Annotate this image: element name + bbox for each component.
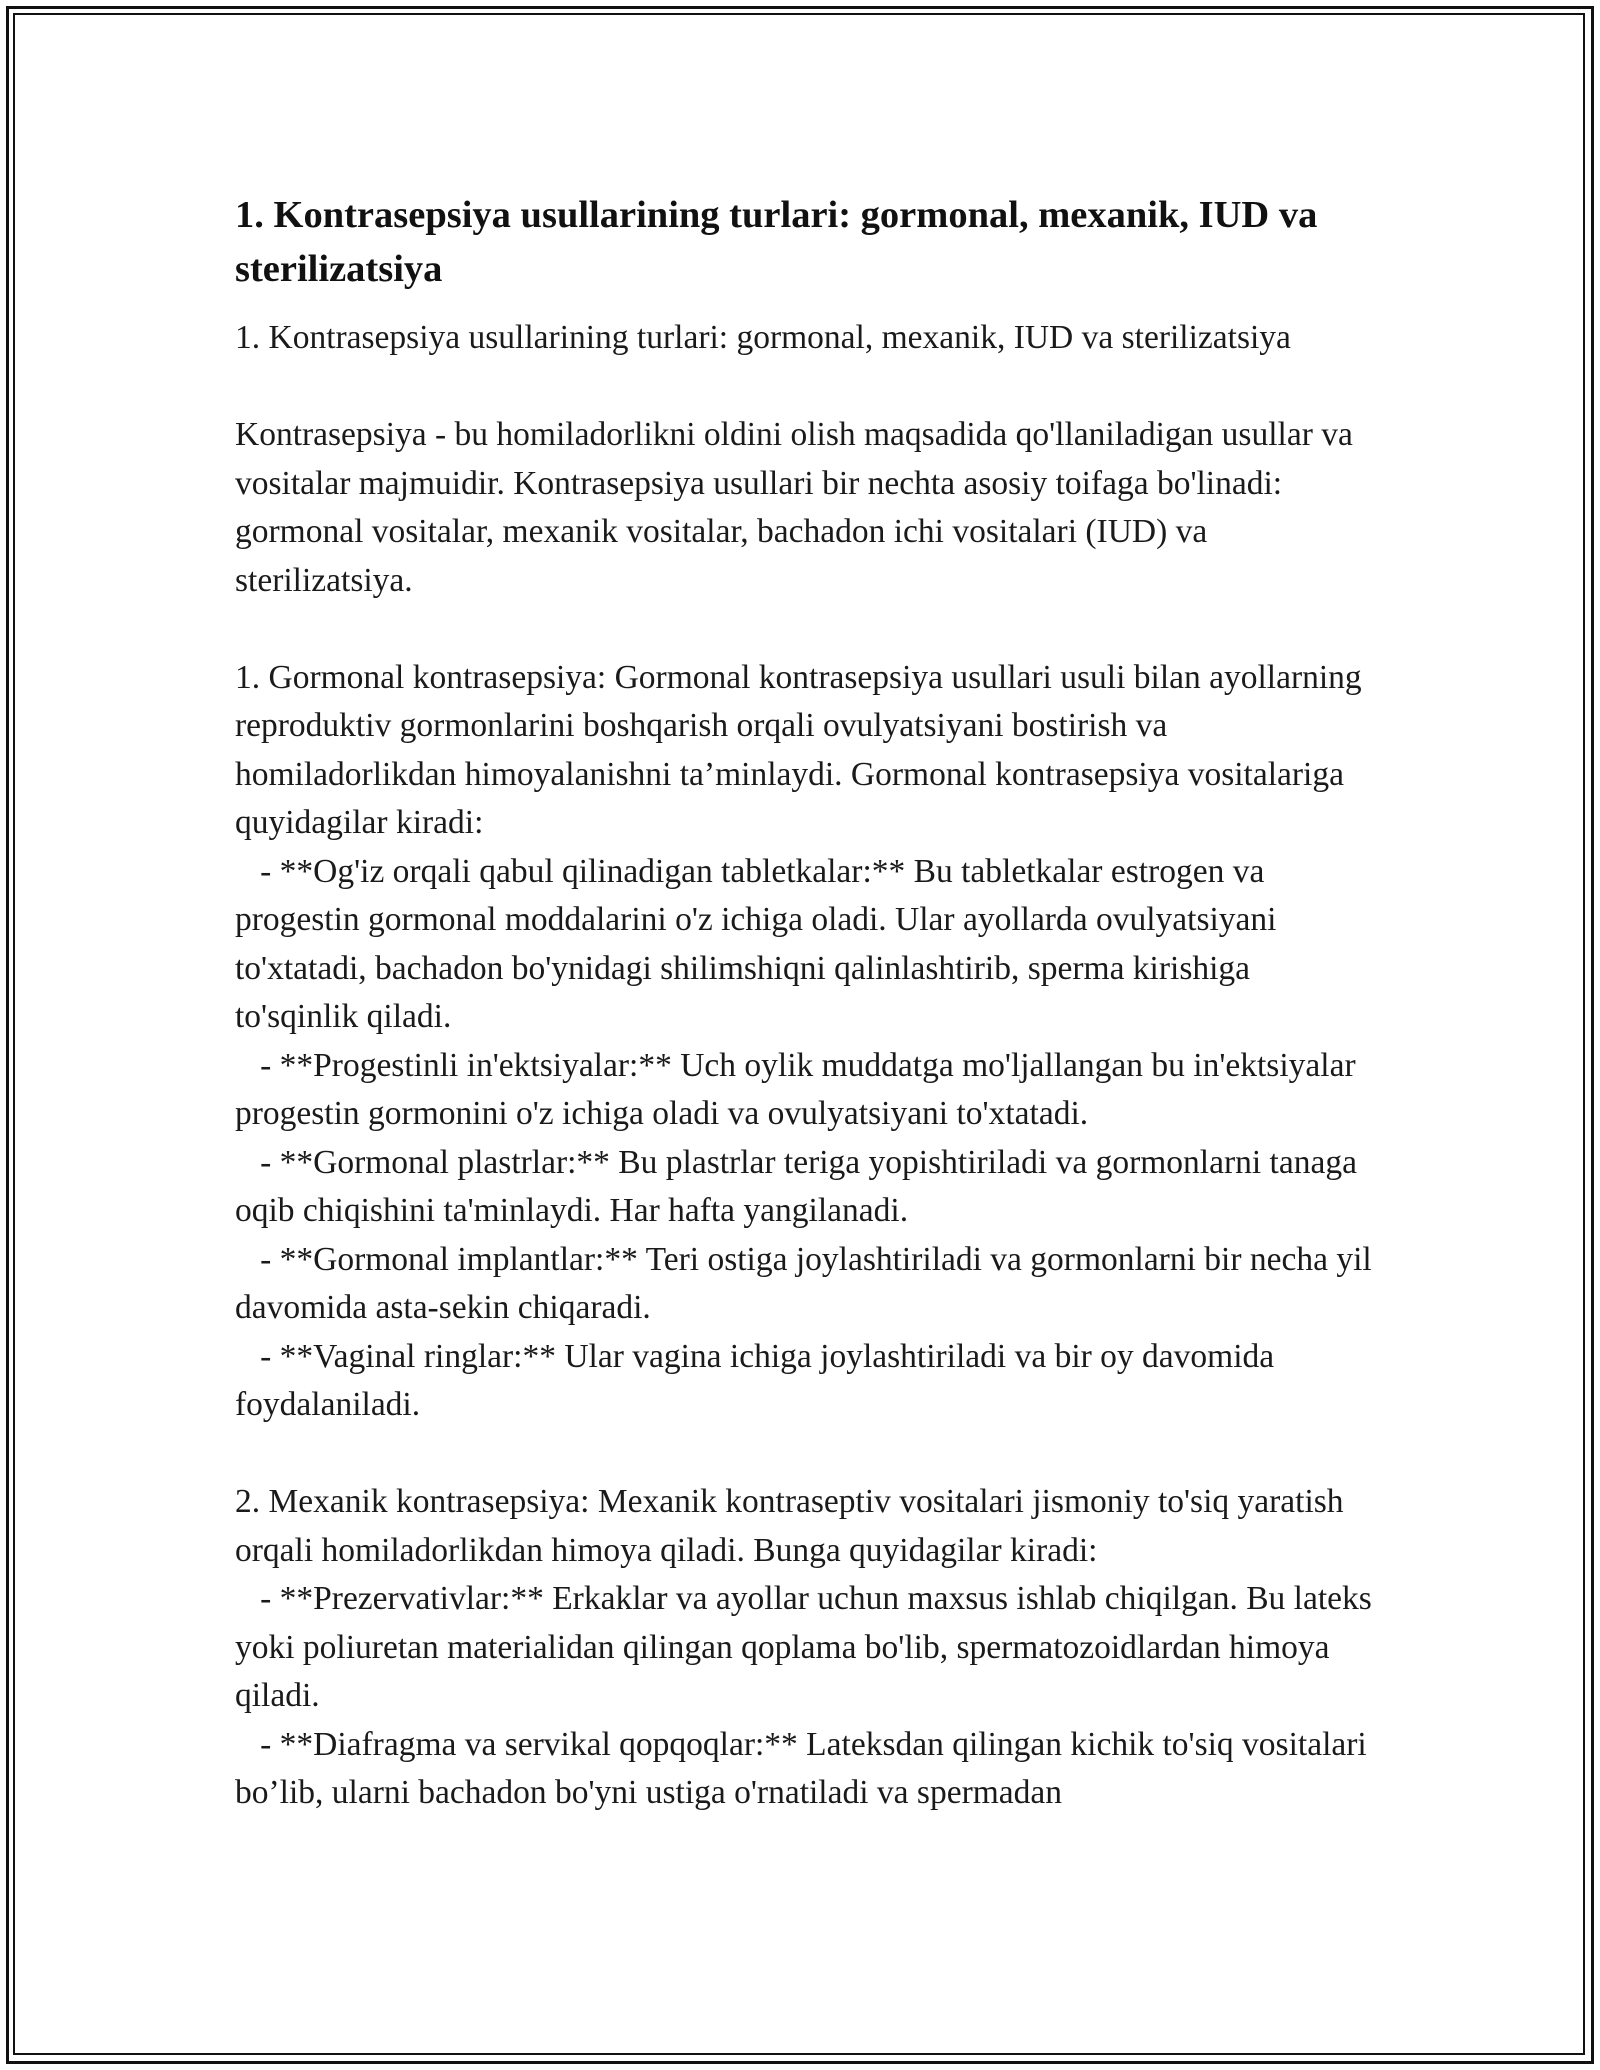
document-body: 1. Kontrasepsiya usullarining turlari: gormonal, mexanik, IUD va sterilizatsiya Kontrasepsiya - bu homiladorlikni oldini olish maqsadida qo'llaniladigan usullar va vositalar majmuidir. Kontrasepsiya usullari bir nechta asosiy toifaga bo'linadi: gormonal vositalar, mexanik vositalar, bachadon ichi vositalari (IUD) va sterilizatsiya. 1. Gormonal kontrasepsiya: Gormonal kontrasepsiya usullari usuli bilan ayollarning reproduktiv gormonlarini boshqarish orqali ovulyatsiyani bostirish va homiladorlikdan himoyalanishni ta’minlaydi. Gormonal kontrasepsiya vositalariga quyidagilar kiradi: - **Og'iz orqali qabul qilinadigan tabletkalar:** Bu tabletkalar estrogen va progestin gormonal moddalarini o'z ichiga oladi. Ular ayollarda ovulyatsiyani to'xtatadi, bachadon bo'ynidagi shilimshiqni qalinlashtirib, sperma kirishiga to'sqinlik qiladi. - **Progestinli in'ektsiyalar:** Uch oylik muddatga mo'ljallangan bu in'ektsiyalar progestin gormonini o'z ichiga oladi va ovulyatsiyani to'xtatadi. - **Gormonal plastrlar:** Bu plastrlar teriga yopishtiriladi va gormonlarni tanaga oqib chiqishini ta'minlaydi. Har hafta yangilanadi. - **Gormonal implantlar:** Teri ostiga joylashtiriladi va gormonlarni bir necha yil davomida asta-sekin chiqaradi. - **Vaginal ringlar:** Ular vagina ichiga joylashtiriladi va bir oy davomida foydalaniladi. 2. Mexanik kontrasepsiya: Mexanik kontraseptiv vositalari jismoniy to'siq yaratish orqali homiladorlikdan himoya qiladi. Bunga quyidagilar kiradi: - **Prezervativlar:** Erkaklar va ayollar uchun maxsus ishlab chiqilgan. Bu lateks yoki poliuretan materialidan qilingan qoplama bo'lib, spermatozoidlardan himoya qiladi. - **Diafragma va servikal qopqoqlar:** Lateksdan qilingan kichik to'siq vositalari bo’lib, ularni bachadon bo'yni ustiga o'rnatiladi va spermadan [235,319,1372,1811]
document-content [235,188,1375,1818]
page-title: 1. Kontrasepsiya usullarining turlari: gormonal, mexanik, IUD va sterilizatsiya [235,194,1318,290]
